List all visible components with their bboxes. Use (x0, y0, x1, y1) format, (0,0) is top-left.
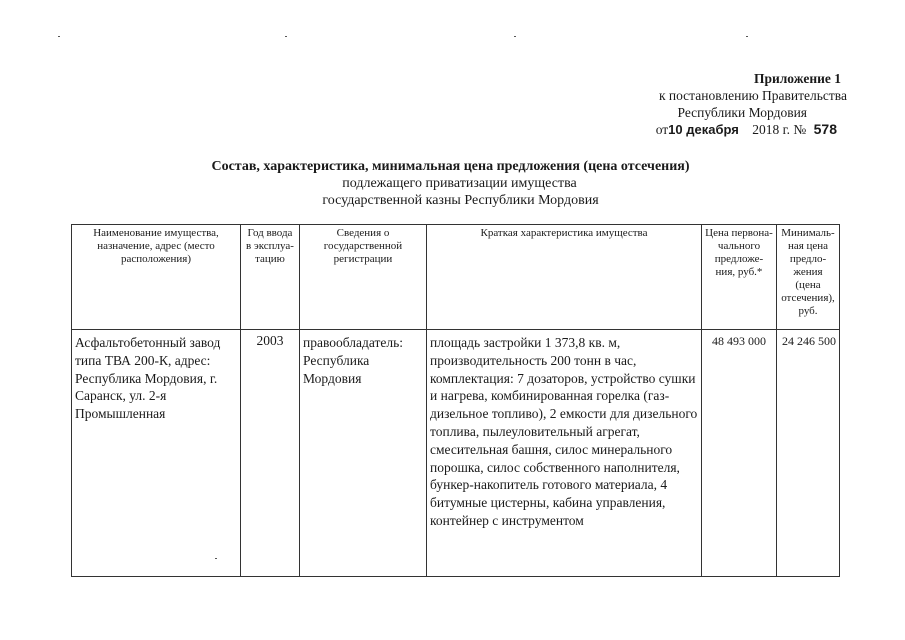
cell-min-price: 24 246 500 (777, 330, 840, 577)
cell-name: Асфальтобетонный завод типа ТВА 200-К, адрес: Республика Мордовия, г. Саранск, ул. 2-я Промышленная (72, 330, 241, 577)
property-table (71, 224, 840, 577)
appendix-line-1: к постановлению Правительства (658, 88, 847, 103)
cell-description: площадь застройки 1 373,8 кв. м, производительность 200 тонн в час, комплектация: 7 дозаторов, устройство сушки и нагрева, комбинированная горелка (газ-дизельное топливо), 2 емкости для дизельного топлива, пылеуловительный агрегат, смесительная башня, силос минерального порошка, силос собственного наполнителя, бункер-накопитель готового материала, 4 битумные цистерны, кабина управления, контейнер с инструментом (427, 330, 702, 577)
header-registration: Сведения о государственной регистрации (300, 225, 427, 330)
document-title-line-3: государственной казны Республики Мордовия (322, 193, 599, 208)
date-prefix: от (655, 122, 669, 137)
cell-year: 2003 (241, 330, 300, 577)
header-year: Год ввода в эксплуа-тацию (241, 225, 300, 330)
scan-speck (58, 36, 60, 37)
appendix-line-2: Республики Мордовия (677, 105, 807, 120)
header-description: Краткая характеристика имущества (427, 225, 702, 330)
appendix-date-line (656, 121, 837, 138)
cell-registration: правообладатель: Республика Мордовия (300, 330, 427, 577)
header-initial-price: Цена первона-чального предложе-ния, руб.* (702, 225, 777, 330)
cell-initial-price: 48 493 000 (702, 330, 777, 577)
scan-speck (746, 36, 748, 37)
header-name: Наименование имущества, назначение, адрес (место расположения) (72, 225, 241, 330)
document-title (0, 158, 905, 209)
table-row (72, 330, 840, 577)
decree-number: 578 (813, 121, 837, 137)
header-min-price: Минималь-ная цена предло-жения (цена отсечения), руб. (777, 225, 840, 330)
date-day-month: 10 декабря (668, 122, 739, 137)
document-title-main: Состав, характеристика, минимальная цена предложения (цена отсечения) (211, 159, 690, 174)
table-header-row (72, 225, 840, 330)
appendix-header (656, 70, 847, 138)
scan-speck (514, 36, 516, 37)
scan-speck (285, 36, 287, 37)
appendix-title: Приложение 1 (753, 71, 841, 86)
document-title-line-2: подлежащего приватизации имущества (342, 176, 577, 191)
date-year: 2018 г. № (752, 122, 807, 137)
